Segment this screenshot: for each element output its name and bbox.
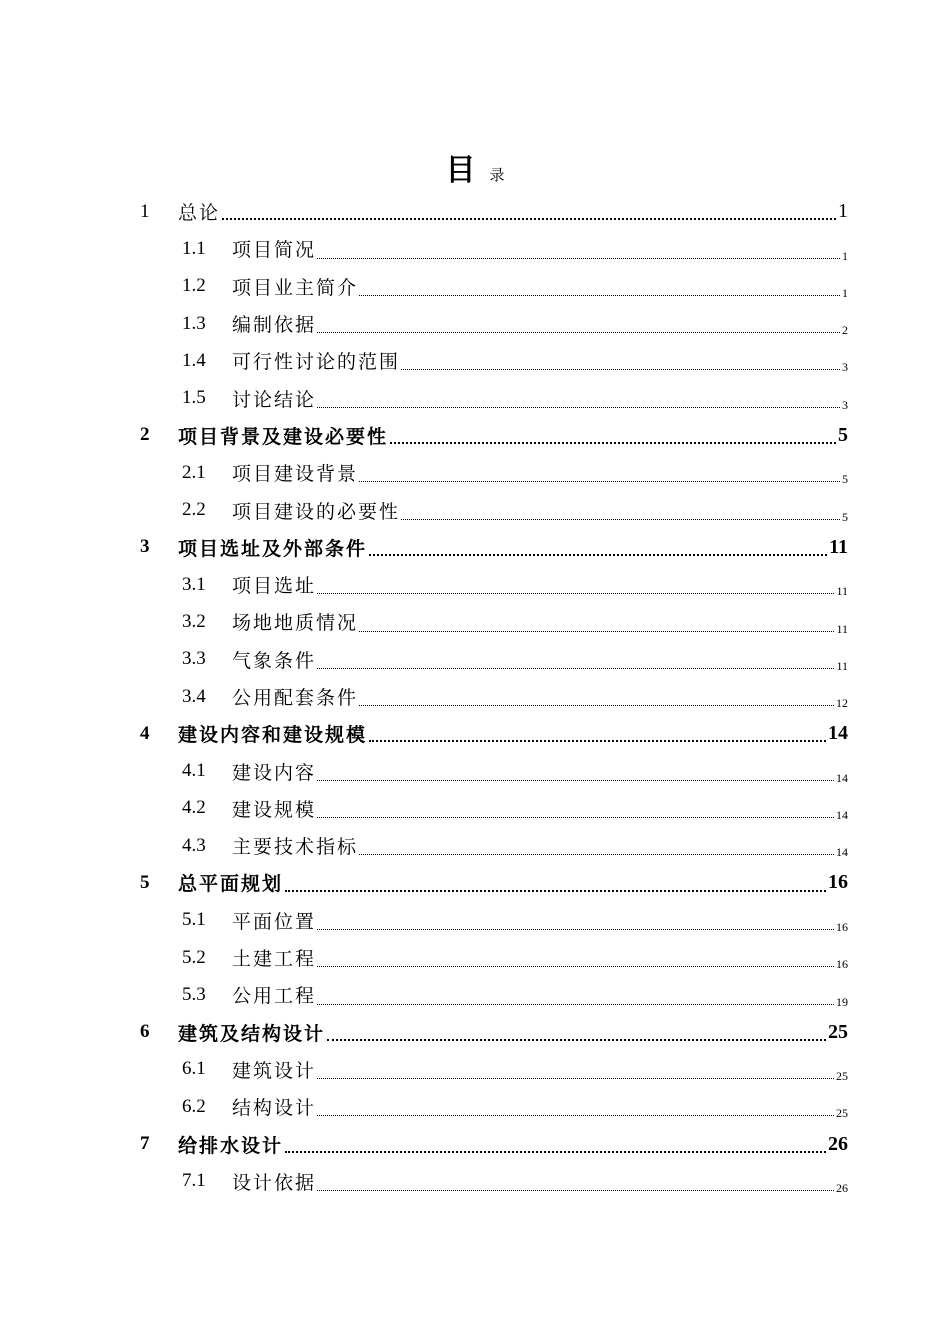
toc-entry-number: 1.5	[182, 387, 206, 409]
toc-entry-number: 6.1	[182, 1058, 206, 1080]
toc-entry-page-number: 12	[836, 696, 848, 711]
toc-section-entry[interactable]	[140, 268, 848, 305]
toc-section-entry[interactable]	[140, 305, 848, 342]
toc-entry-number: 7	[140, 1133, 150, 1155]
toc-section-entry[interactable]	[140, 566, 848, 603]
toc-section-entry[interactable]	[140, 752, 848, 789]
toc-entry-number: 3.4	[182, 685, 206, 707]
toc-entry-page-number: 1	[838, 200, 848, 223]
toc-dot-leader	[317, 1115, 834, 1116]
toc-entry-page-number: 3	[842, 397, 848, 412]
toc-entry-page-number: 26	[836, 1181, 848, 1196]
toc-section-entry[interactable]	[140, 902, 848, 939]
toc-title	[0, 145, 950, 189]
toc-chapter-entry[interactable]	[140, 529, 848, 566]
toc-entry-label: 编制依据	[232, 314, 317, 337]
toc-entry-number: 3	[140, 536, 150, 558]
toc-entry-number: 2	[140, 424, 150, 446]
toc-entry-label: 给排水设计	[178, 1134, 284, 1157]
toc-entry-label: 建设内容和建设规模	[178, 724, 368, 747]
toc-chapter-entry[interactable]	[140, 193, 848, 230]
toc-entry-number: 6	[140, 1021, 150, 1043]
toc-entry-label: 建设内容	[232, 761, 317, 784]
toc-entry-number: 1	[140, 200, 150, 222]
toc-entry-label: 项目选址	[232, 575, 317, 598]
toc-section-entry[interactable]	[140, 641, 848, 678]
toc-entry-label: 建筑及结构设计	[178, 1022, 326, 1045]
toc-dot-leader	[317, 1190, 834, 1191]
toc-entry-page-number: 5	[842, 509, 848, 524]
toc-entry-page-number: 1	[842, 248, 848, 263]
toc-dot-leader	[359, 295, 840, 296]
toc-entry-page-number: 14	[836, 845, 848, 860]
toc-entry-number: 1.3	[182, 312, 206, 334]
toc-dot-leader	[285, 1151, 826, 1153]
toc-entry-number: 5.3	[182, 983, 206, 1005]
toc-chapter-entry[interactable]	[140, 1125, 848, 1162]
toc-entry-label: 总论	[178, 202, 221, 225]
toc-dot-leader	[317, 593, 834, 594]
toc-entry-number: 3.2	[182, 610, 206, 632]
toc-entry-page-number: 16	[836, 919, 848, 934]
toc-entry-label: 设计依据	[232, 1171, 317, 1194]
toc-entry-label: 项目简况	[232, 239, 317, 262]
toc-chapter-entry[interactable]	[140, 864, 848, 901]
toc-entry-page-number: 14	[836, 770, 848, 785]
toc-entry-page-number: 11	[836, 621, 848, 636]
toc-entry-label: 公用配套条件	[232, 687, 359, 709]
toc-section-entry[interactable]	[140, 1051, 848, 1088]
toc-title-main: 目	[445, 153, 476, 188]
toc-entry-page-number: 5	[842, 472, 848, 487]
toc-entry-page-number: 25	[836, 1106, 848, 1121]
toc-section-entry[interactable]	[140, 1088, 848, 1125]
toc-section-entry[interactable]	[140, 379, 848, 416]
toc-title-sub: 录	[489, 166, 505, 184]
toc-entry-number: 6.2	[182, 1095, 206, 1117]
toc-dot-leader	[222, 218, 836, 220]
toc-entry-page-number: 11	[836, 658, 848, 673]
toc-dot-leader	[317, 407, 840, 408]
toc-entry-label: 项目业主简介	[232, 276, 359, 299]
toc-entry-label: 主要技术指标	[232, 836, 359, 859]
toc-dot-leader	[401, 519, 840, 520]
toc-entry-number: 2.1	[182, 461, 206, 483]
toc-chapter-entry[interactable]	[140, 715, 848, 752]
toc-dot-leader	[359, 705, 834, 706]
toc-section-entry[interactable]	[140, 342, 848, 379]
toc-entry-number: 4.1	[182, 760, 206, 782]
table-of-contents	[140, 193, 848, 1200]
toc-section-entry[interactable]	[140, 939, 848, 976]
toc-dot-leader	[401, 369, 840, 370]
toc-section-entry[interactable]	[140, 230, 848, 267]
toc-entry-label: 项目选址及外部条件	[178, 537, 368, 560]
toc-dot-leader	[359, 481, 840, 482]
toc-entry-label: 建设规模	[232, 798, 317, 821]
toc-entry-number: 2.2	[182, 499, 206, 521]
toc-entry-number: 1.4	[182, 349, 206, 371]
toc-entry-label: 土建工程	[232, 948, 317, 971]
toc-section-entry[interactable]	[140, 678, 848, 715]
toc-entry-number: 7.1	[182, 1170, 206, 1192]
toc-entry-label: 场地地质情况	[232, 612, 359, 635]
toc-section-entry[interactable]	[140, 603, 848, 640]
toc-entry-number: 5.2	[182, 946, 206, 968]
toc-entry-page-number: 14	[828, 722, 848, 745]
toc-section-entry[interactable]	[140, 790, 848, 827]
toc-section-entry[interactable]	[140, 1163, 848, 1200]
toc-dot-leader	[317, 1078, 834, 1079]
toc-section-entry[interactable]	[140, 827, 848, 864]
toc-entry-label: 建筑设计	[232, 1059, 317, 1082]
toc-entry-label: 项目建设背景	[232, 463, 359, 486]
toc-entry-label: 公用工程	[232, 985, 317, 1008]
toc-entry-page-number: 19	[836, 994, 848, 1009]
toc-dot-leader	[317, 668, 834, 669]
toc-entry-page-number: 5	[838, 423, 848, 446]
toc-dot-leader	[327, 1039, 826, 1041]
toc-chapter-entry[interactable]	[140, 1014, 848, 1051]
toc-entry-label: 项目建设的必要性	[232, 500, 401, 523]
toc-entry-label: 项目背景及建设必要性	[178, 425, 389, 448]
toc-entry-page-number: 2	[842, 323, 848, 338]
toc-dot-leader	[317, 817, 834, 818]
toc-entry-page-number: 25	[828, 1020, 848, 1043]
toc-entry-page-number: 11	[829, 535, 848, 558]
toc-entry-label: 气象条件	[232, 649, 317, 672]
toc-entry-number: 4.2	[182, 797, 206, 819]
toc-entry-page-number: 3	[842, 360, 848, 375]
toc-entry-page-number: 11	[836, 584, 848, 599]
toc-dot-leader	[317, 966, 834, 967]
toc-entry-number: 1.2	[182, 275, 206, 297]
toc-dot-leader	[285, 890, 826, 892]
toc-entry-label: 讨论结论	[232, 388, 317, 411]
toc-dot-leader	[317, 258, 840, 259]
toc-dot-leader	[390, 442, 836, 444]
toc-section-entry[interactable]	[140, 976, 848, 1013]
toc-dot-leader	[317, 929, 834, 930]
toc-entry-page-number: 1	[842, 285, 848, 300]
toc-entry-label: 结构设计	[232, 1097, 317, 1120]
toc-entry-page-number: 25	[836, 1069, 848, 1084]
toc-section-entry[interactable]	[140, 454, 848, 491]
toc-entry-number: 4.3	[182, 834, 206, 856]
toc-dot-leader	[317, 332, 840, 333]
toc-chapter-entry[interactable]	[140, 417, 848, 454]
toc-entry-label: 总平面规划	[178, 873, 284, 896]
toc-dot-leader	[359, 854, 834, 855]
toc-entry-page-number: 16	[836, 957, 848, 972]
toc-entry-label: 可行性讨论的范围	[232, 351, 401, 374]
toc-entry-number: 3.1	[182, 573, 206, 595]
toc-entry-page-number: 16	[828, 871, 848, 894]
toc-entry-number: 3.3	[182, 648, 206, 670]
toc-section-entry[interactable]	[140, 491, 848, 528]
toc-entry-number: 5	[140, 871, 150, 893]
toc-entry-number: 1.1	[182, 237, 206, 259]
toc-entry-number: 5.1	[182, 909, 206, 931]
toc-dot-leader	[359, 631, 834, 632]
toc-entry-page-number: 14	[836, 808, 848, 823]
toc-dot-leader	[369, 554, 827, 556]
toc-dot-leader	[369, 740, 826, 742]
toc-dot-leader	[317, 1004, 834, 1005]
toc-dot-leader	[317, 780, 834, 781]
toc-entry-page-number: 26	[828, 1132, 848, 1155]
toc-entry-number: 4	[140, 722, 150, 744]
toc-entry-label: 平面位置	[232, 910, 317, 933]
